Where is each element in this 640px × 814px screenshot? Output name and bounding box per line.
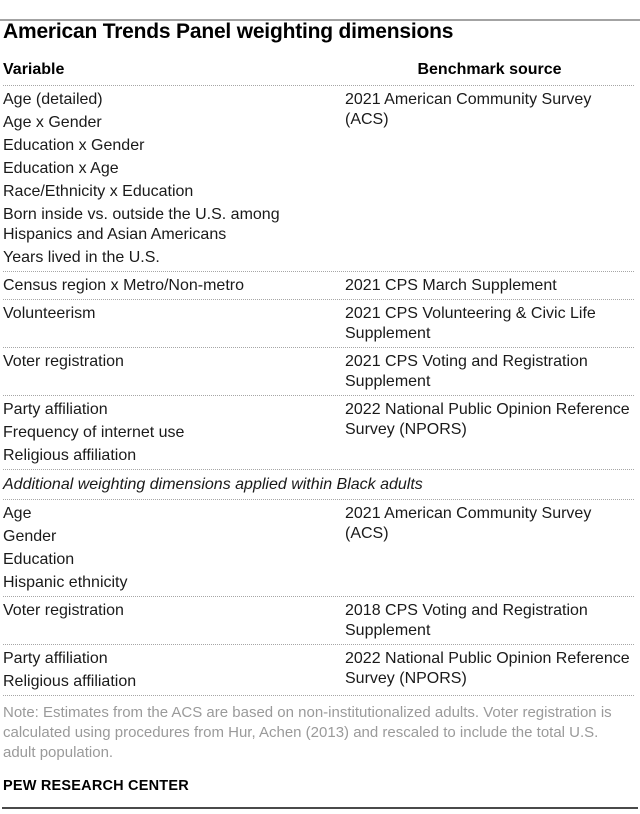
variable-label: Religious affiliation — [3, 673, 137, 690]
variable-cell — [3, 504, 345, 593]
table-row — [3, 396, 634, 470]
benchmark-source-label: 2021 CPS Volunteering & Civic Life Supplement — [345, 305, 596, 342]
variable-cell — [3, 352, 345, 392]
variable-cell — [3, 276, 345, 296]
benchmark-source-cell — [345, 352, 634, 392]
column-header-variable: Variable — [3, 61, 65, 78]
benchmark-source-cell — [345, 504, 634, 593]
weighting-table — [3, 60, 634, 696]
table-row — [3, 272, 634, 300]
column-header-benchmark-source: Benchmark source — [417, 61, 562, 78]
benchmark-source-cell — [345, 90, 634, 268]
variable-label: Voter registration — [3, 602, 124, 619]
bottom-rule — [2, 807, 638, 809]
variable-label: Frequency of internet use — [3, 424, 185, 441]
variable-label: Age (detailed) — [3, 91, 103, 108]
variable-label: Education — [3, 551, 75, 568]
page-title: American Trends Panel weighting dimensions — [3, 20, 454, 43]
section-divider: Additional weighting dimensions applied within Black adults — [3, 470, 634, 500]
top-rule — [0, 19, 640, 21]
variable-label: Years lived in the U.S. — [3, 249, 160, 266]
table-header-row — [3, 60, 634, 86]
table-figure — [0, 19, 640, 794]
variable-cell — [3, 649, 345, 692]
table-row — [3, 348, 634, 396]
variable-label: Census region x Metro/Non-metro — [3, 277, 244, 294]
variable-cell — [3, 400, 345, 466]
benchmark-source-label: 2022 National Public Opinion Reference Survey (NPORS) — [345, 401, 630, 438]
variable-label: Party affiliation — [3, 650, 108, 667]
benchmark-source-label: 2018 CPS Voting and Registration Supplement — [345, 602, 588, 639]
variable-label: Religious affiliation — [3, 447, 137, 464]
variable-label: Voter registration — [3, 353, 124, 370]
variable-cell — [3, 601, 345, 641]
pew-research-center-brand: PEW RESEARCH CENTER — [3, 778, 189, 794]
benchmark-source-label: 2021 American Community Survey (ACS) — [345, 91, 592, 128]
benchmark-source-label: 2022 National Public Opinion Reference Survey (NPORS) — [345, 650, 630, 687]
benchmark-source-cell — [345, 649, 634, 692]
variable-label: Hispanic ethnicity — [3, 574, 128, 591]
benchmark-source-cell — [345, 601, 634, 641]
variable-cell — [3, 90, 345, 268]
table-body — [3, 86, 634, 696]
variable-label: Education x Gender — [3, 137, 145, 154]
table-row — [3, 300, 634, 348]
table-row — [3, 597, 634, 645]
benchmark-source-label: 2021 American Community Survey (ACS) — [345, 505, 592, 542]
variable-label: Volunteerism — [3, 305, 96, 322]
variable-label: Age x Gender — [3, 114, 102, 131]
table-row — [3, 500, 634, 597]
benchmark-source-cell — [345, 400, 634, 466]
benchmark-source-cell — [345, 304, 634, 344]
benchmark-source-label: 2021 CPS Voting and Registration Supplement — [345, 353, 588, 390]
variable-label: Race/Ethnicity x Education — [3, 183, 194, 200]
variable-cell — [3, 304, 345, 344]
variable-label: Education x Age — [3, 160, 119, 177]
benchmark-source-cell — [345, 276, 634, 296]
table-note: Note: Estimates from the ACS are based on non-institutionalized adults. Voter registration is calculated using procedures from Hur, Achen (2013) and rescaled to include the total U.S. adult population. — [3, 704, 612, 761]
variable-label: Age — [3, 505, 32, 522]
table-row — [3, 86, 634, 272]
variable-label: Born inside vs. outside the U.S. among Hispanics and Asian Americans — [3, 206, 280, 243]
variable-label: Party affiliation — [3, 401, 108, 418]
benchmark-source-label: 2021 CPS March Supplement — [345, 277, 557, 294]
variable-label: Gender — [3, 528, 57, 545]
table-row — [3, 645, 634, 696]
